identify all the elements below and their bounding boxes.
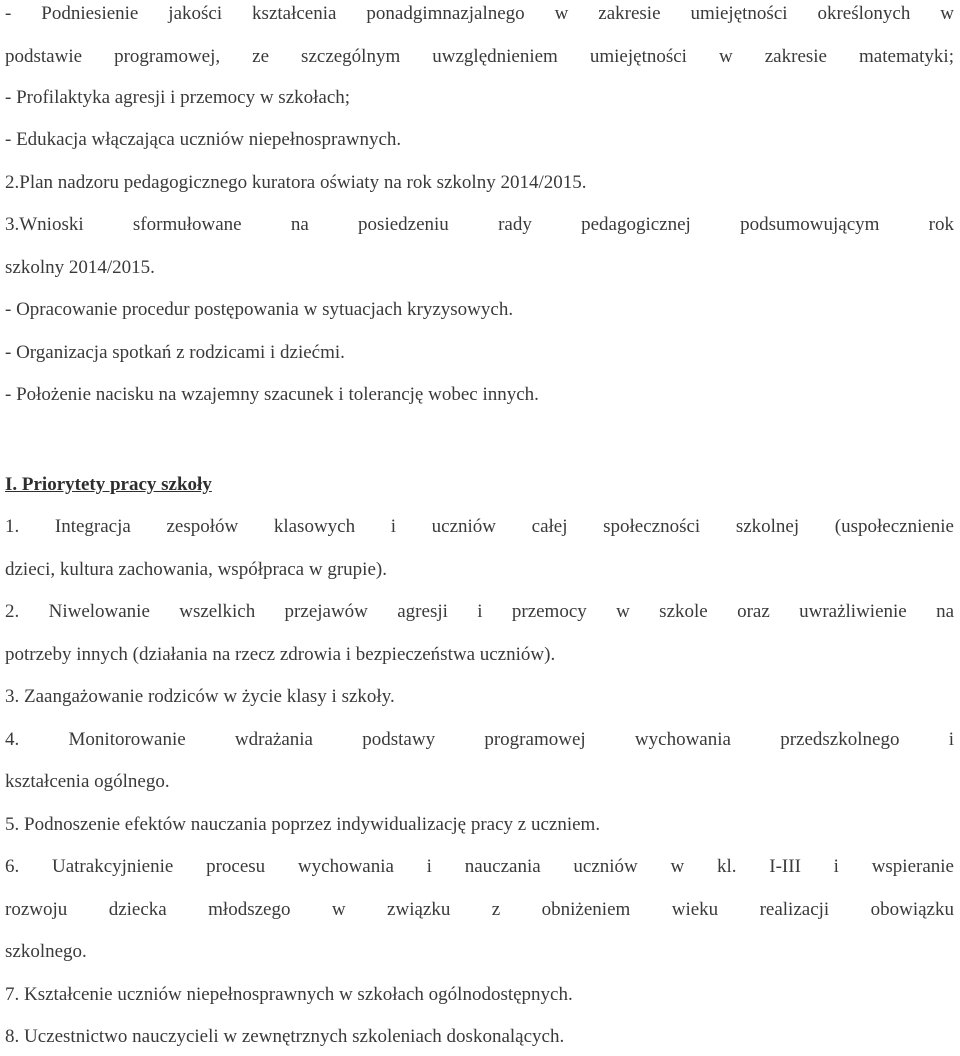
text-line: - Organizacja spotkań z rodzicami i dziećmi. xyxy=(5,342,345,363)
text-line: 2.Plan nadzoru pedagogicznego kuratora oświaty na rok szkolny 2014/2015. xyxy=(5,172,587,193)
text-line: - Profilaktyka agresji i przemocy w szkołach; xyxy=(5,87,351,108)
list-item: 6. Uatrakcyjnienie procesu wychowania i nauczania uczniów w kl. I-III i wspieranie xyxy=(5,856,954,877)
text-line: - Edukacja włączająca uczniów niepełnosprawnych. xyxy=(5,129,402,150)
text-line: - Położenie nacisku na wzajemny szacunek i tolerancję wobec innych. xyxy=(5,384,539,405)
section-heading: I. Priorytety pracy szkoły xyxy=(5,474,212,495)
text-line: - Podniesienie jakości kształcenia ponadgimnazjalnego w zakresie umiejętności określonych w xyxy=(5,3,954,24)
list-item: 8. Uczestnictwo nauczycieli w zewnętrznych szkoleniach doskonalących. xyxy=(5,1026,565,1047)
text-line: szkolny 2014/2015. xyxy=(5,257,155,278)
list-item-continuation: szkolnego. xyxy=(5,941,87,962)
list-item: 3. Zaangażowanie rodziców w życie klasy i szkoły. xyxy=(5,686,395,707)
text-line: - Opracowanie procedur postępowania w sytuacjach kryzysowych. xyxy=(5,299,514,320)
list-item-continuation: kształcenia ogólnego. xyxy=(5,771,170,792)
text-line: 3.Wnioski sformułowane na posiedzeniu rady pedagogicznej podsumowującym rok xyxy=(5,214,954,235)
list-item: 4. Monitorowanie wdrażania podstawy programowej wychowania przedszkolnego i xyxy=(5,729,954,750)
list-item: 1. Integracja zespołów klasowych i uczniów całej społeczności szkolnej (uspołecznienie xyxy=(5,516,954,537)
text-line: podstawie programowej, ze szczególnym uwzględnieniem umiejętności w zakresie matematyki; xyxy=(5,46,954,67)
list-item: 7. Kształcenie uczniów niepełnosprawnych w szkołach ogólnodostępnych. xyxy=(5,984,573,1005)
list-item-continuation: dzieci, kultura zachowania, współpraca w grupie). xyxy=(5,559,387,580)
list-item: 2. Niwelowanie wszelkich przejawów agresji i przemocy w szkole oraz uwrażliwienie na xyxy=(5,601,954,622)
list-item: 5. Podnoszenie efektów nauczania poprzez indywidualizację pracy z uczniem. xyxy=(5,814,601,835)
list-item-continuation: potrzeby innych (działania na rzecz zdrowia i bezpieczeństwa uczniów). xyxy=(5,644,556,665)
list-item-continuation: rozwoju dziecka młodszego w związku z obniżeniem wieku realizacji obowiązku xyxy=(5,899,954,920)
